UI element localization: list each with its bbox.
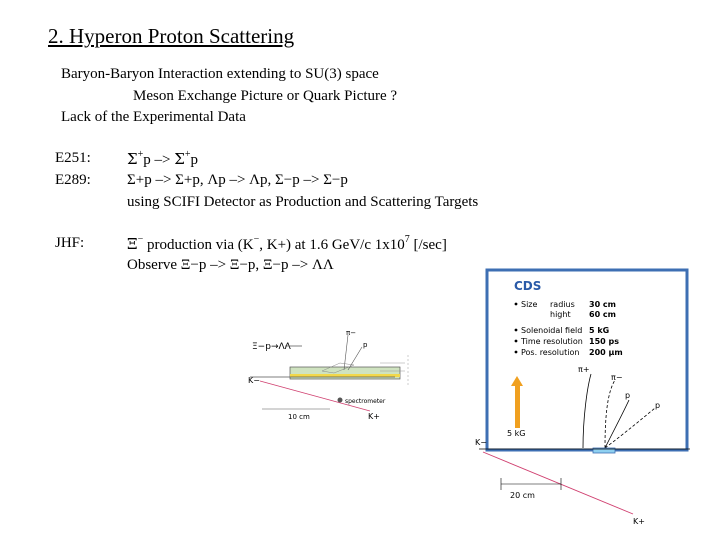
e289-label: E289: (55, 172, 91, 188)
spectrometer-label: spectrometer (345, 398, 386, 405)
pi-plus-label: π+ (578, 365, 590, 374)
e251-label: E251: (55, 150, 91, 166)
sigma-symbol: Σ (127, 150, 138, 168)
sup-plus: + (137, 149, 144, 160)
reaction-text: p (190, 152, 198, 168)
sigma-symbol: Σ (174, 150, 185, 168)
jhf-line-2: Observe Ξ−p –> Ξ−p, Ξ−p –> ΛΛ (127, 257, 334, 273)
field-label: 5 kG (507, 429, 526, 438)
spec-pos-val: 200 μm (589, 348, 623, 357)
pi-label: π− (346, 329, 357, 337)
spec-size: Size (521, 300, 538, 309)
pi-track (344, 335, 348, 370)
spec-field: Solenoidal field (521, 326, 583, 335)
jhf-line-1 (127, 235, 447, 254)
cds-specs (515, 300, 623, 357)
scale-label: 10 cm (288, 413, 310, 421)
sup-minus: − (253, 234, 260, 245)
spectrometer-icon (338, 398, 343, 403)
p-label: p (363, 341, 368, 349)
scifi-target-diagram (230, 325, 445, 425)
spec-pos: Pos. resolution (521, 348, 580, 357)
e289-note: using SCIFI Detector as Production and Scattering Targets (127, 194, 479, 210)
cds-diagram (465, 268, 690, 530)
sup-plus: + (184, 149, 191, 160)
kminus-label: K− (248, 376, 260, 385)
e251-reaction (127, 150, 198, 169)
jhf-text: [/sec] (409, 237, 447, 253)
intro-line-1: Baryon-Baryon Interaction extending to SU(3) space (61, 66, 379, 82)
intro-line-2: Meson Exchange Picture or Quark Picture ? (133, 88, 398, 104)
cds-kplus-track (483, 452, 633, 514)
spec-size-val1: 30 cm (589, 300, 616, 309)
reaction-text: p –> (143, 152, 175, 168)
cds-kplus-label: K+ (633, 517, 645, 526)
spec-size-sub1: radius (550, 300, 575, 309)
spec-time-val: 150 ps (589, 337, 619, 346)
spec-size-val2: 60 cm (589, 310, 616, 319)
target-strip (290, 374, 400, 377)
jhf-label: JHF: (55, 235, 85, 251)
jhf-text: , K+) at 1.6 GeV/c 1x10 (259, 237, 405, 253)
cds-title: CDS (514, 279, 542, 293)
pi-minus-label: π− (611, 373, 623, 382)
spec-size-sub2: hight (550, 310, 571, 319)
sup-minus: − (137, 234, 144, 245)
xi-symbol: Ξ (127, 235, 138, 253)
spec-time: Time resolution (521, 337, 583, 346)
sup-exponent: 7 (404, 234, 410, 245)
cds-scale-label: 20 cm (510, 491, 535, 500)
p1-label: p (625, 391, 631, 400)
kplus-label: K+ (368, 412, 380, 421)
kplus-track (260, 381, 370, 411)
slide-title: 2. Hyperon Proton Scattering (48, 24, 295, 48)
spec-field-val: 5 kG (589, 326, 610, 335)
jhf-text: production via (K (143, 237, 254, 253)
cds-kminus-label: K− (475, 438, 487, 447)
intro-line-3: Lack of the Experimental Data (61, 109, 246, 125)
reaction-label: Ξ−p→ΛΛ (252, 342, 291, 352)
p2-label: p (655, 401, 661, 410)
e289-reactions: Σ+p –> Σ+p, Λp –> Λp, Σ−p –> Σ−p (127, 172, 348, 188)
field-arrow-shaft (515, 386, 520, 428)
